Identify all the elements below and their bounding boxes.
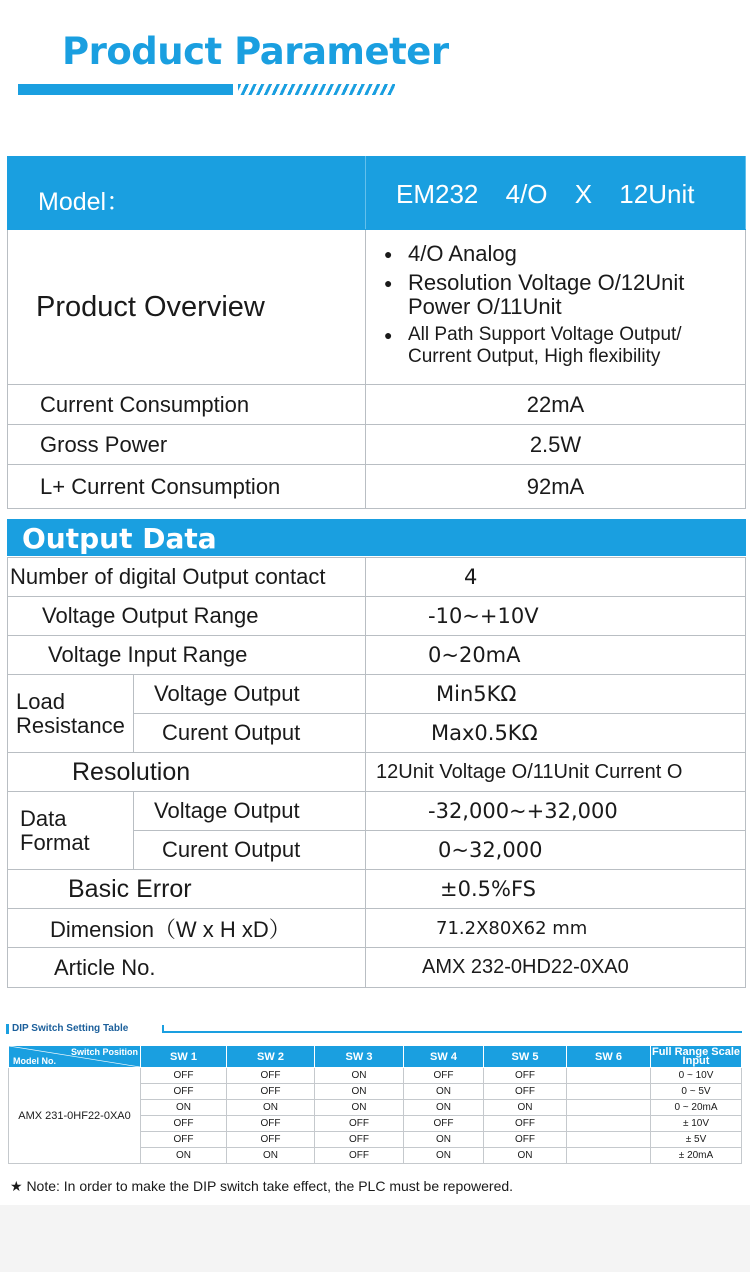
model-row [8,157,746,230]
dip-cell: OFF [484,1116,567,1132]
overview-value [366,230,746,385]
spec-value: 22mA [366,385,746,425]
dip-cell: OFF [484,1084,567,1100]
output-row [8,753,746,792]
dip-cell [567,1132,651,1148]
dip-cell: ON [141,1100,227,1116]
output-row [8,597,746,636]
dip-cell: OFF [315,1148,404,1164]
output-sublabel: Voltage Output [134,675,366,714]
output-data-title: Output Data [22,522,217,555]
output-value: 12Unit Voltage O/11Unit Current O [366,753,746,792]
output-table [7,557,746,988]
dip-cell [567,1084,651,1100]
dip-model-cell: AMX 231-0HF22-0XA0 [9,1068,141,1164]
scale-header: Full Range Scale Input [651,1045,741,1067]
dip-cell: ON [404,1100,484,1116]
output-value: 71.2X80X62 mm [366,909,746,948]
dip-cell [567,1116,651,1132]
dip-cell: OFF [484,1068,567,1084]
output-value: -32,000~+32,000 [366,792,746,831]
dip-note: ★ Note: In order to make the DIP switch take effect, the PLC must be repowered. [10,1178,514,1194]
scale-cell: ± 10V [651,1116,742,1132]
output-label: Basic Error [8,870,366,909]
output-value: Max0.5KΩ [366,714,746,753]
spec-row [8,425,746,465]
output-label: Resolution [8,753,366,792]
model-no-label: Model No. [13,1056,56,1066]
dip-cell: ON [404,1132,484,1148]
dip-table-title: DIP Switch Setting Table [12,1023,129,1034]
dip-cell: ON [227,1100,315,1116]
spec-row [8,385,746,425]
spec-label: Current Consumption [8,385,366,425]
dip-title-line [162,1031,742,1033]
dip-col-header: SW 2 [227,1046,315,1068]
output-value: -10~+10V [366,597,746,636]
scale-cell: 0 ~ 20mA [651,1100,742,1116]
output-label: Dimension（W x H xD） [8,909,366,948]
dip-col-header: SW 5 [484,1046,567,1068]
bullet-item: ● All Path Support Voltage Output/ Current Output, High flexibility [384,324,745,368]
output-label: Voltage Input Range [8,636,366,675]
output-value: AMX 232-0HD22-0XA0 [366,948,746,988]
output-row [8,558,746,597]
model-label: Model： [8,157,366,230]
output-label: Number of digital Output contact [8,558,366,597]
spec-value: 2.5W [366,425,746,465]
spec-label: L+ Current Consumption [8,465,366,509]
output-row [8,948,746,988]
model-value: EM232 4/O X 12Unit [366,157,746,230]
dip-cell: OFF [227,1068,315,1084]
output-row [8,636,746,675]
dip-cell: OFF [404,1068,484,1084]
dip-cell: OFF [227,1132,315,1148]
dip-cell: ON [141,1148,227,1164]
switch-position-label: Switch Position [70,1047,138,1057]
spec-row [8,465,746,509]
dip-cell: OFF [315,1116,404,1132]
dip-col-header: SW 1 [141,1046,227,1068]
dip-corner-cell [9,1046,141,1068]
dip-cell: OFF [141,1084,227,1100]
dip-cell: OFF [141,1116,227,1132]
dip-cell [567,1148,651,1164]
dip-col-header: SW 3 [315,1046,404,1068]
output-sublabel: Curent Output [134,714,366,753]
footer-band [0,1205,750,1272]
output-value: Min5KΩ [366,675,746,714]
scale-cell: ± 5V [651,1132,742,1148]
dip-col-header: SW 6 [567,1046,651,1068]
output-value: ±0.5%FS [366,870,746,909]
overview-bullets [366,242,745,368]
output-value: 0~32,000 [366,831,746,870]
output-value: 0~20mA [366,636,746,675]
overview-row [8,230,746,385]
dip-cell: OFF [404,1116,484,1132]
dip-cell: ON [404,1084,484,1100]
output-sublabel: Curent Output [134,831,366,870]
scale-cell: 0 ~ 10V [651,1068,742,1084]
output-label: Article No. [8,948,366,988]
spec-value: 92mA [366,465,746,509]
page-header [0,0,750,130]
output-sublabel: Voltage Output [134,792,366,831]
output-row [8,870,746,909]
dip-cell: OFF [227,1116,315,1132]
overview-label: Product Overview [8,230,366,385]
output-data-header [7,519,746,556]
dip-cell: ON [315,1068,404,1084]
dip-cell: OFF [315,1132,404,1148]
bullet-item: ● 4/O Analog [384,242,745,266]
dip-header-row [9,1046,742,1068]
spec-table [7,156,746,509]
output-row [8,675,746,714]
dip-switch-table [8,1045,742,1164]
dip-cell: ON [484,1100,567,1116]
title-underline [18,84,233,95]
dip-col-header: SW 4 [404,1046,484,1068]
load-resistance-label: Load Resistance [8,675,134,753]
output-label: Voltage Output Range [8,597,366,636]
dip-cell [567,1068,651,1084]
dip-cell: ON [315,1100,404,1116]
dip-cell: OFF [484,1132,567,1148]
dip-row [9,1068,742,1084]
title-stripes [238,84,395,95]
data-format-label: Data Format [8,792,134,870]
dip-cell: OFF [141,1132,227,1148]
dip-cell: ON [227,1148,315,1164]
output-row [8,792,746,831]
dip-cell: OFF [227,1084,315,1100]
dip-cell: ON [404,1148,484,1164]
dip-cell: ON [315,1084,404,1100]
dip-cell: OFF [141,1068,227,1084]
bullet-item: ● Resolution Voltage O/12Unit Power O/11Unit [384,271,745,319]
output-value: 4 [366,558,746,597]
dip-cell [567,1100,651,1116]
scale-cell: ± 20mA [651,1148,742,1164]
dip-cell: ON [484,1148,567,1164]
output-row [8,909,746,948]
spec-label: Gross Power [8,425,366,465]
scale-cell: 0 ~ 5V [651,1084,742,1100]
page-title: Product Parameter [62,30,449,73]
